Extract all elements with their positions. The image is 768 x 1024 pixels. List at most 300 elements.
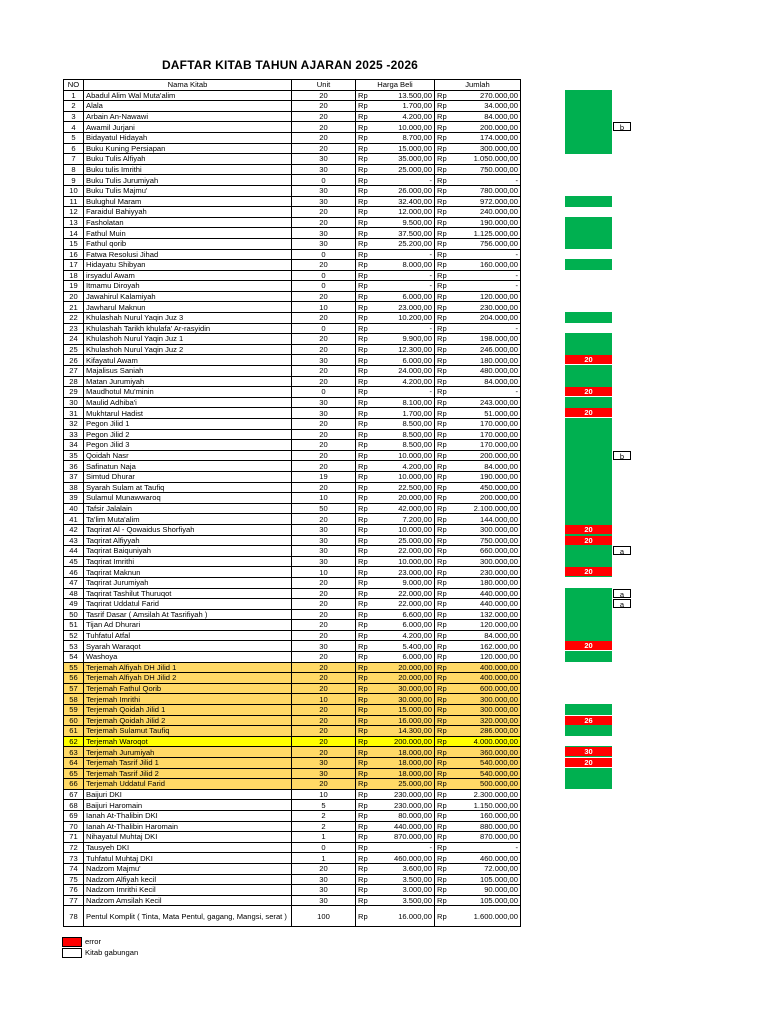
price-value: 20.000,00	[374, 673, 435, 684]
currency-label: Rp	[435, 652, 453, 663]
currency-label: Rp	[356, 207, 374, 218]
row-number: 39	[64, 493, 84, 504]
unit-count: 20	[292, 736, 356, 747]
book-name: Nadzom Amsilah Kecil	[84, 895, 292, 906]
price-value: 4.200,00	[374, 461, 435, 472]
price-value: -	[374, 387, 435, 398]
price-value: 4.200,00	[374, 111, 435, 122]
price-value: 8.500,00	[374, 429, 435, 440]
currency-label: Rp	[356, 758, 374, 769]
table-row	[64, 419, 521, 430]
row-number: 28	[64, 376, 84, 387]
group-tag: a	[613, 599, 631, 608]
currency-label: Rp	[356, 673, 374, 684]
book-name: Tuhfatul Muhtaj DKI	[84, 853, 292, 864]
group-tag: b	[613, 122, 631, 131]
table-row	[64, 344, 521, 355]
unit-count: 30	[292, 355, 356, 366]
total-value: -	[453, 281, 521, 292]
table-row	[64, 196, 521, 207]
row-number: 38	[64, 482, 84, 493]
currency-label: Rp	[356, 366, 374, 377]
total-value: 540.000,00	[453, 768, 521, 779]
total-value: 450.000,00	[453, 482, 521, 493]
row-number: 34	[64, 440, 84, 451]
currency-label: Rp	[435, 461, 453, 472]
currency-label: Rp	[356, 726, 374, 737]
total-value: 2.100.000,00	[453, 503, 521, 514]
row-number: 11	[64, 196, 84, 207]
row-number: 20	[64, 291, 84, 302]
currency-label: Rp	[435, 450, 453, 461]
unit-count: 30	[292, 885, 356, 896]
price-value: 3.500,00	[374, 895, 435, 906]
price-value: 22.500,00	[374, 482, 435, 493]
green-marker	[565, 365, 612, 387]
table-row	[64, 471, 521, 482]
book-name: Tausyeh DKI	[84, 842, 292, 853]
price-value: 26.000,00	[374, 185, 435, 196]
book-name: irsyadul Awam	[84, 270, 292, 281]
unit-count: 20	[292, 652, 356, 663]
book-name: Fathul Muin	[84, 228, 292, 239]
unit-count: 30	[292, 641, 356, 652]
table-row	[64, 577, 521, 588]
legend-swatch	[62, 937, 82, 947]
currency-label: Rp	[356, 429, 374, 440]
currency-label: Rp	[435, 821, 453, 832]
table-row	[64, 599, 521, 610]
book-name: Ta'lim Muta'alim	[84, 514, 292, 525]
currency-label: Rp	[435, 122, 453, 133]
table-row	[64, 588, 521, 599]
currency-label: Rp	[435, 641, 453, 652]
price-value: 25.000,00	[374, 164, 435, 175]
total-value: 132.000,00	[453, 609, 521, 620]
total-value: 51.000,00	[453, 408, 521, 419]
book-name: Terjemah Tasrif Jilid 1	[84, 758, 292, 769]
unit-count: 20	[292, 344, 356, 355]
book-name: Maudhotul Mu'minin	[84, 387, 292, 398]
currency-label: Rp	[356, 471, 374, 482]
table-row	[64, 313, 521, 324]
currency-label: Rp	[435, 238, 453, 249]
currency-label: Rp	[356, 885, 374, 896]
total-value: -	[453, 270, 521, 281]
book-name: Pegon Jilid 2	[84, 429, 292, 440]
unit-count: 20	[292, 779, 356, 790]
table-row	[64, 355, 521, 366]
currency-label: Rp	[356, 810, 374, 821]
price-value: 12.000,00	[374, 207, 435, 218]
error-marker: 30	[565, 747, 612, 756]
table-row	[64, 630, 521, 641]
total-value: 170.000,00	[453, 419, 521, 430]
green-marker	[565, 196, 612, 207]
total-value: 230.000,00	[453, 302, 521, 313]
book-name: Terjemah Tasrif Jilid 2	[84, 768, 292, 779]
price-value: 12.300,00	[374, 344, 435, 355]
total-value: 286.000,00	[453, 726, 521, 737]
unit-count: 20	[292, 863, 356, 874]
unit-count: 30	[292, 154, 356, 165]
currency-label: Rp	[435, 111, 453, 122]
error-marker: 20	[565, 525, 612, 534]
unit-count: 20	[292, 577, 356, 588]
currency-label: Rp	[356, 683, 374, 694]
row-number: 35	[64, 450, 84, 461]
unit-count: 0	[292, 323, 356, 334]
table-row	[64, 821, 521, 832]
total-value: 1.125.000,00	[453, 228, 521, 239]
unit-count: 30	[292, 397, 356, 408]
green-marker	[565, 651, 612, 662]
header-unit: Unit	[292, 80, 356, 91]
total-value: 120.000,00	[453, 291, 521, 302]
table-row	[64, 291, 521, 302]
table-row	[64, 132, 521, 143]
price-value: -	[374, 842, 435, 853]
row-number: 17	[64, 260, 84, 271]
row-number: 1	[64, 90, 84, 101]
total-value: 750.000,00	[453, 535, 521, 546]
currency-label: Rp	[435, 440, 453, 451]
unit-count: 20	[292, 419, 356, 430]
table-row	[64, 768, 521, 779]
currency-label: Rp	[356, 154, 374, 165]
book-name: Jawharul Maknun	[84, 302, 292, 313]
unit-count: 0	[292, 270, 356, 281]
currency-label: Rp	[435, 302, 453, 313]
total-value: 300.000,00	[453, 705, 521, 716]
currency-label: Rp	[435, 620, 453, 631]
row-number: 16	[64, 249, 84, 260]
book-name: Baijuri Haromain	[84, 800, 292, 811]
currency-label: Rp	[356, 641, 374, 652]
row-number: 29	[64, 387, 84, 398]
currency-label: Rp	[435, 471, 453, 482]
row-number: 50	[64, 609, 84, 620]
green-marker	[565, 588, 612, 641]
currency-label: Rp	[435, 355, 453, 366]
currency-label: Rp	[435, 863, 453, 874]
row-number: 55	[64, 662, 84, 673]
book-name: Taqrirat Jurumiyah	[84, 577, 292, 588]
currency-label: Rp	[435, 175, 453, 186]
currency-label: Rp	[356, 705, 374, 716]
book-name: Bulughul Maram	[84, 196, 292, 207]
currency-label: Rp	[435, 493, 453, 504]
price-value: 23.000,00	[374, 302, 435, 313]
row-number: 44	[64, 546, 84, 557]
table-row	[64, 217, 521, 228]
table-row	[64, 747, 521, 758]
unit-count: 50	[292, 503, 356, 514]
book-name: Matan Jurumiyah	[84, 376, 292, 387]
currency-label: Rp	[356, 821, 374, 832]
unit-count: 20	[292, 111, 356, 122]
row-number: 77	[64, 895, 84, 906]
book-name: Fatwa Resolusi Jihad	[84, 249, 292, 260]
price-value: 440.000,00	[374, 821, 435, 832]
table-row	[64, 238, 521, 249]
table-row	[64, 683, 521, 694]
table-row	[64, 440, 521, 451]
price-value: 20.000,00	[374, 493, 435, 504]
book-name: Nihayatul Muhtaj DKI	[84, 832, 292, 843]
total-value: 162.000,00	[453, 641, 521, 652]
book-name: Maulid Adhiba'i	[84, 397, 292, 408]
total-value: 246.000,00	[453, 344, 521, 355]
currency-label: Rp	[356, 281, 374, 292]
currency-label: Rp	[435, 789, 453, 800]
currency-label: Rp	[356, 736, 374, 747]
book-name: Mukhtarul Hadist	[84, 408, 292, 419]
header-total: Jumlah	[435, 80, 521, 91]
green-marker	[565, 333, 612, 355]
price-value: 10.200,00	[374, 313, 435, 324]
row-number: 21	[64, 302, 84, 313]
book-name: Terjemah Sulamut Taufiq	[84, 726, 292, 737]
currency-label: Rp	[356, 577, 374, 588]
table-row	[64, 302, 521, 313]
book-name: Terjemah Waroqot	[84, 736, 292, 747]
error-marker: 20	[565, 387, 612, 396]
price-value: 10.000,00	[374, 450, 435, 461]
price-value: 8.100,00	[374, 397, 435, 408]
currency-label: Rp	[356, 185, 374, 196]
currency-label: Rp	[435, 599, 453, 610]
currency-label: Rp	[356, 111, 374, 122]
table-row	[64, 556, 521, 567]
currency-label: Rp	[435, 482, 453, 493]
price-value: 16.000,00	[374, 906, 435, 927]
currency-label: Rp	[435, 747, 453, 758]
price-value: 22.000,00	[374, 599, 435, 610]
book-name: Syarah Waraqot	[84, 641, 292, 652]
row-number: 56	[64, 673, 84, 684]
table-row	[64, 832, 521, 843]
total-value: 460.000,00	[453, 853, 521, 864]
row-number: 74	[64, 863, 84, 874]
currency-label: Rp	[435, 419, 453, 430]
price-value: 18.000,00	[374, 758, 435, 769]
price-value: 22.000,00	[374, 546, 435, 557]
table-row	[64, 800, 521, 811]
price-value: -	[374, 249, 435, 260]
table-row	[64, 885, 521, 896]
currency-label: Rp	[356, 535, 374, 546]
row-number: 48	[64, 588, 84, 599]
currency-label: Rp	[435, 524, 453, 535]
price-value: 10.000,00	[374, 122, 435, 133]
unit-count: 20	[292, 514, 356, 525]
currency-label: Rp	[435, 313, 453, 324]
unit-count: 5	[292, 800, 356, 811]
currency-label: Rp	[435, 154, 453, 165]
row-number: 25	[64, 344, 84, 355]
unit-count: 20	[292, 461, 356, 472]
currency-label: Rp	[435, 366, 453, 377]
total-value: -	[453, 387, 521, 398]
currency-label: Rp	[435, 323, 453, 334]
unit-count: 20	[292, 429, 356, 440]
currency-label: Rp	[356, 620, 374, 631]
price-value: 20.000,00	[374, 662, 435, 673]
currency-label: Rp	[356, 461, 374, 472]
row-number: 58	[64, 694, 84, 705]
price-value: 6.000,00	[374, 355, 435, 366]
unit-count: 0	[292, 842, 356, 853]
table-row	[64, 366, 521, 377]
total-value: 105.000,00	[453, 874, 521, 885]
price-value: 32.400,00	[374, 196, 435, 207]
row-number: 37	[64, 471, 84, 482]
currency-label: Rp	[435, 715, 453, 726]
row-number: 3	[64, 111, 84, 122]
table-row	[64, 906, 521, 927]
table-row	[64, 842, 521, 853]
table-row	[64, 387, 521, 398]
total-value: 870.000,00	[453, 832, 521, 843]
price-value: 9.500,00	[374, 217, 435, 228]
row-number: 47	[64, 577, 84, 588]
table-row	[64, 514, 521, 525]
error-marker: 20	[565, 355, 612, 364]
currency-label: Rp	[435, 832, 453, 843]
unit-count: 20	[292, 747, 356, 758]
row-number: 68	[64, 800, 84, 811]
row-number: 65	[64, 768, 84, 779]
book-name: Simtud Dhurar	[84, 471, 292, 482]
row-number: 51	[64, 620, 84, 631]
page-title: DAFTAR KITAB TAHUN AJARAN 2025 -2026	[161, 58, 419, 72]
book-name: Taqrirat Maknun	[84, 567, 292, 578]
green-marker	[565, 259, 612, 270]
currency-label: Rp	[435, 429, 453, 440]
currency-label: Rp	[435, 577, 453, 588]
total-value: 198.000,00	[453, 334, 521, 345]
price-value: 25.000,00	[374, 779, 435, 790]
green-marker	[565, 90, 612, 154]
unit-count: 20	[292, 291, 356, 302]
unit-count: 20	[292, 366, 356, 377]
price-value: 10.000,00	[374, 524, 435, 535]
price-value: 460.000,00	[374, 853, 435, 864]
currency-label: Rp	[356, 387, 374, 398]
table-row	[64, 461, 521, 472]
currency-label: Rp	[356, 323, 374, 334]
price-value: 3.500,00	[374, 874, 435, 885]
currency-label: Rp	[435, 397, 453, 408]
total-value: 880.000,00	[453, 821, 521, 832]
row-number: 19	[64, 281, 84, 292]
total-value: 84.000,00	[453, 630, 521, 641]
currency-label: Rp	[435, 906, 453, 927]
row-number: 41	[64, 514, 84, 525]
row-number: 46	[64, 567, 84, 578]
total-value: 72.000,00	[453, 863, 521, 874]
total-value: 120.000,00	[453, 652, 521, 663]
total-value: 84.000,00	[453, 461, 521, 472]
table-row	[64, 154, 521, 165]
currency-label: Rp	[356, 503, 374, 514]
table-row	[64, 789, 521, 800]
table-row	[64, 863, 521, 874]
row-number: 54	[64, 652, 84, 663]
unit-count: 10	[292, 493, 356, 504]
currency-label: Rp	[435, 514, 453, 525]
table-row	[64, 758, 521, 769]
table-row	[64, 694, 521, 705]
price-value: 15.000,00	[374, 705, 435, 716]
currency-label: Rp	[356, 196, 374, 207]
unit-count: 20	[292, 683, 356, 694]
total-value: 190.000,00	[453, 471, 521, 482]
table-row	[64, 450, 521, 461]
currency-label: Rp	[435, 885, 453, 896]
table-row	[64, 779, 521, 790]
currency-label: Rp	[356, 450, 374, 461]
row-number: 10	[64, 185, 84, 196]
total-value: 400.000,00	[453, 673, 521, 684]
book-name: Bidayatul Hidayah	[84, 132, 292, 143]
total-value: 660.000,00	[453, 546, 521, 557]
currency-label: Rp	[356, 588, 374, 599]
table-row	[64, 175, 521, 186]
currency-label: Rp	[356, 662, 374, 673]
unit-count: 20	[292, 673, 356, 684]
unit-count: 20	[292, 630, 356, 641]
currency-label: Rp	[435, 535, 453, 546]
row-number: 60	[64, 715, 84, 726]
currency-label: Rp	[356, 217, 374, 228]
currency-label: Rp	[435, 228, 453, 239]
currency-label: Rp	[356, 652, 374, 663]
table-row	[64, 185, 521, 196]
book-name: Syarah Sulam at Taufiq	[84, 482, 292, 493]
book-name: Awamil Jurjani	[84, 122, 292, 133]
currency-label: Rp	[435, 694, 453, 705]
total-value: 400.000,00	[453, 662, 521, 673]
total-value: 160.000,00	[453, 810, 521, 821]
price-value: 25.000,00	[374, 535, 435, 546]
table-row	[64, 810, 521, 821]
price-value: 200.000,00	[374, 736, 435, 747]
total-value: 300.000,00	[453, 694, 521, 705]
currency-label: Rp	[435, 800, 453, 811]
currency-label: Rp	[435, 556, 453, 567]
row-number: 32	[64, 419, 84, 430]
total-value: 300.000,00	[453, 556, 521, 567]
row-number: 49	[64, 599, 84, 610]
book-name: Baijuri DKI	[84, 789, 292, 800]
table-row	[64, 620, 521, 631]
unit-count: 30	[292, 546, 356, 557]
error-marker: 20	[565, 536, 612, 545]
total-value: 144.000,00	[453, 514, 521, 525]
currency-label: Rp	[435, 281, 453, 292]
unit-count: 20	[292, 609, 356, 620]
unit-count: 20	[292, 599, 356, 610]
total-value: 540.000,00	[453, 758, 521, 769]
price-value: 870.000,00	[374, 832, 435, 843]
currency-label: Rp	[356, 291, 374, 302]
green-marker	[565, 217, 612, 249]
book-name: Hidayatu Shibyan	[84, 260, 292, 271]
total-value: 200.000,00	[453, 122, 521, 133]
book-name: Terjemah Jurumiyah	[84, 747, 292, 758]
